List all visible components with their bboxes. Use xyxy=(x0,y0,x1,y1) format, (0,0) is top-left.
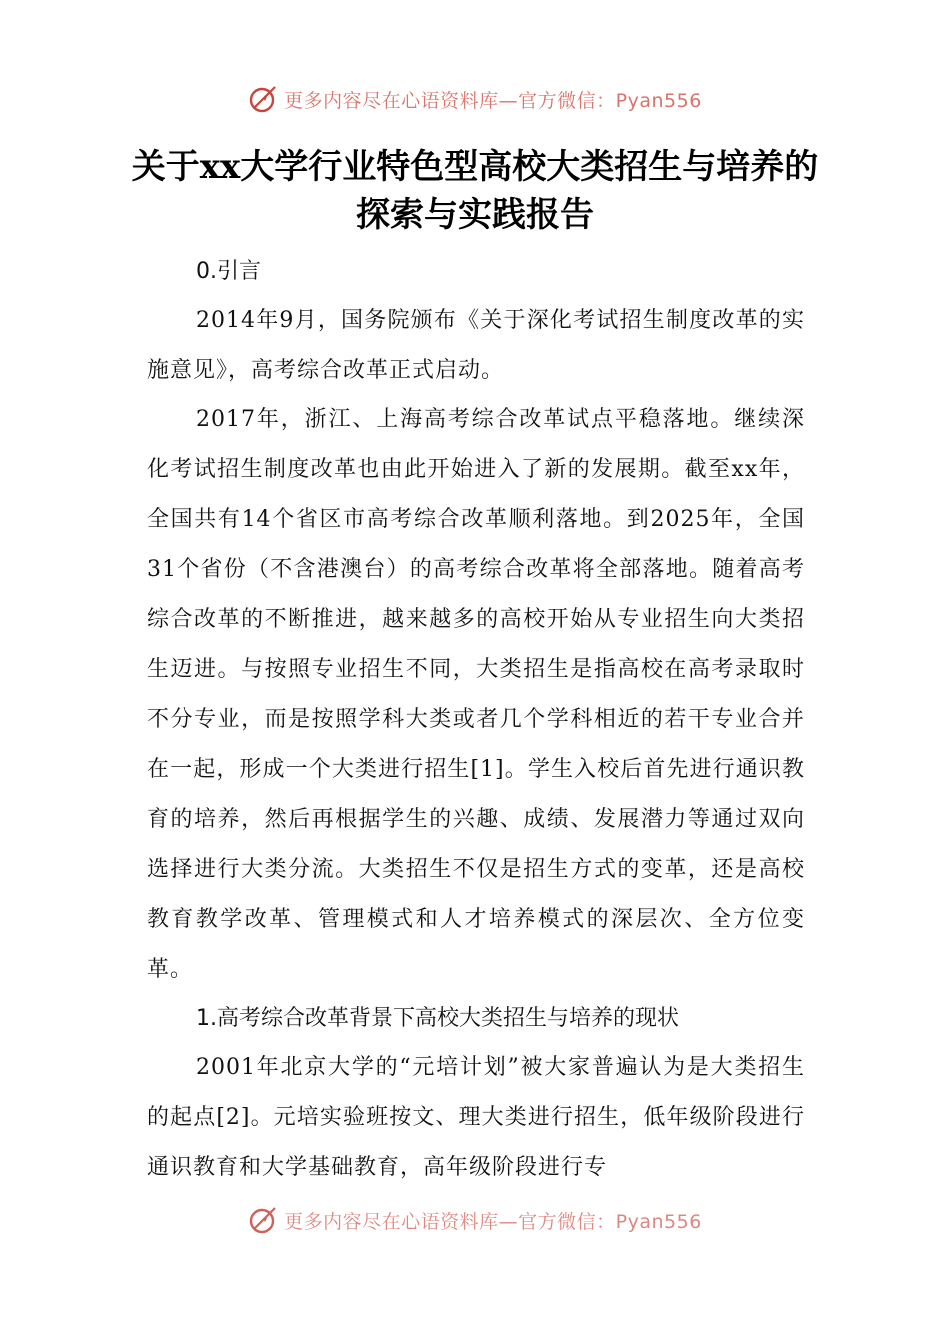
section-1-heading: 1.高考综合改革背景下高校大类招生与培养的现状 xyxy=(196,1006,679,1031)
section-0-heading: 0.引言 xyxy=(196,259,261,284)
watermark-banner-bottom xyxy=(0,1205,950,1235)
quill-logo-icon xyxy=(248,84,278,114)
quill-logo-icon xyxy=(248,1205,278,1235)
paragraph-2: 2017年，浙江、上海高考综合改革试点平稳落地。继续深化考试招生制度改革也由此开始进入了新的发展期。截至xx年，全国共有14个省区市高考综合改革顺利落地。到2025年，全国31个省份（不含港澳台）的高考综合改革将全部落地。随着高考综合改革的不断推进，越来越多的高校开始从专业招生向大类招生迈进。与按照专业招生不同，大类招生是指高校在高考录取时不分专业，而是按照学科大类或者几个学科相近的若干专业合并在一起，形成一个大类进行招生[1]。学生入校后首先进行通识教育的培养，然后再根据学生的兴趣、成绩、发展潜力等通过双向选择进行大类分流。大类招生不仅是招生方式的变革，还是高校教育教学改革、管理模式和人才培养模式的深层次、全方位变革。 xyxy=(147,407,805,982)
paragraph-1: 2014年9月，国务院颁布《关于深化考试招生制度改革的实施意见》，高考综合改革正式启动。 xyxy=(147,308,805,383)
document-title: 关于xx大学行业特色型高校大类招生与培养的探索与实践报告 xyxy=(131,147,819,235)
watermark-banner-top xyxy=(0,84,950,114)
paragraph-3: 2001年北京大学的“元培计划”被大家普遍认为是大类招生的起点[2]。元培实验班按文、理大类进行招生，低年级阶段进行通识教育和大学基础教育，高年级阶段进行专 xyxy=(147,1055,805,1180)
watermark-text: 更多内容尽在心语资料库—官方微信：Pyan556 xyxy=(284,89,702,112)
watermark-text: 更多内容尽在心语资料库—官方微信：Pyan556 xyxy=(284,1210,702,1233)
